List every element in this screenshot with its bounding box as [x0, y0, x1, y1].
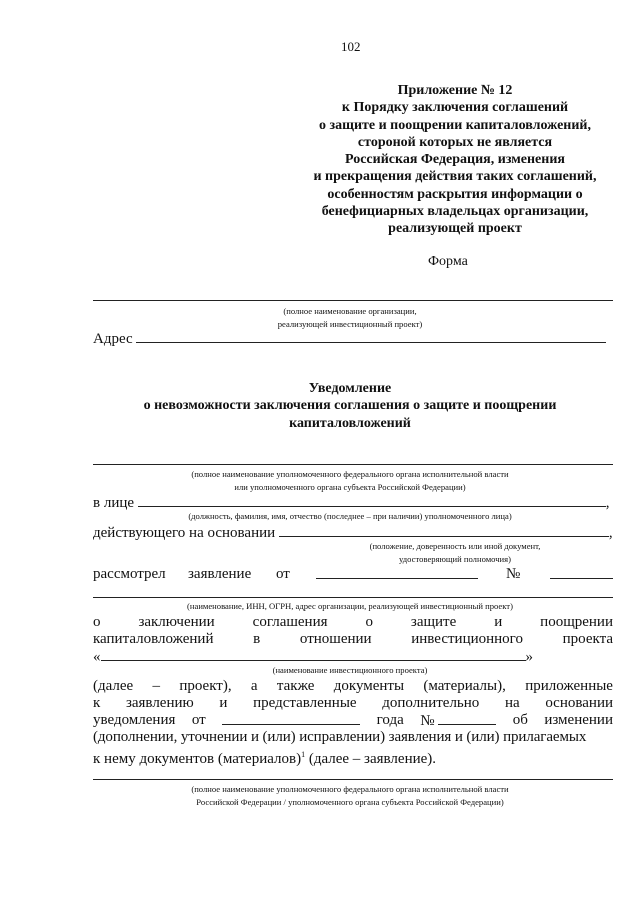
notice-number-field[interactable] — [438, 712, 496, 725]
text: заявлению — [125, 695, 194, 711]
org-details-caption: (наименование, ИНН, ОГРН, адрес организации, реализующей инвестиционный проект) — [187, 601, 513, 611]
text: » — [525, 649, 533, 665]
authority-caption — [100, 468, 600, 493]
text: инвестиционного — [411, 631, 523, 647]
basis-label: действующего на основании — [93, 525, 276, 541]
org-details-line[interactable] — [93, 597, 613, 598]
text: – — [152, 678, 161, 694]
text: уведомления — [93, 712, 176, 728]
text: (полное наименование уполномоченного федерального органа исполнительной власти — [191, 784, 509, 794]
para-line — [93, 712, 613, 730]
appendix-line: Приложение № 12 — [397, 83, 513, 98]
text: документы — [333, 678, 405, 694]
appendix-line: особенностям раскрытия информации о — [327, 186, 583, 202]
text: Российской Федерации / уполномоченного органа субъекта Российской Федерации) — [196, 796, 504, 807]
text: защите — [410, 614, 457, 630]
text: (далее — [93, 678, 134, 694]
text: отношении — [299, 631, 372, 647]
text: о — [93, 614, 101, 630]
text: « — [93, 649, 101, 665]
text: капиталовложений — [93, 631, 214, 647]
basis-row: действующего на основании , — [93, 525, 613, 541]
project-caption: (наименование инвестиционного проекта) — [272, 665, 428, 675]
authority-final-line[interactable] — [93, 779, 613, 780]
address-row — [93, 330, 613, 348]
text: или уполномоченного органа субъекта Российской Федерации) — [234, 481, 466, 492]
title-line: о невозможности заключения соглашения о защите и поощрении — [143, 398, 557, 414]
reviewed-word: № — [506, 566, 521, 582]
text: также — [276, 678, 315, 694]
reviewed-word: от — [276, 566, 290, 582]
project-name-field[interactable] — [101, 648, 526, 661]
notice-title — [80, 380, 620, 432]
text: об — [512, 712, 528, 728]
authority-final-caption — [100, 783, 600, 808]
address-field[interactable] — [136, 330, 606, 343]
text: изменении — [544, 712, 613, 728]
text: (полное наименование уполномоченного федерального органа исполнительной власти — [191, 469, 509, 479]
application-number-field[interactable] — [550, 566, 613, 579]
text: представленные — [253, 695, 357, 711]
reviewed-word: рассмотрел — [93, 566, 166, 582]
para-line — [93, 695, 613, 712]
text: дополнительно — [382, 695, 480, 711]
person-field[interactable] — [138, 494, 606, 507]
in-person-label: в лице — [93, 495, 135, 511]
person-caption: (должность, фамилия, имя, отчество (последнее – при наличии) уполномоченного лица) — [188, 511, 512, 521]
appendix-line: реализующей проект — [388, 221, 522, 237]
appendix-line: и прекращения действия таких соглашений, — [313, 169, 597, 185]
text: к нему документов (материалов) — [93, 751, 302, 767]
text: от — [191, 712, 206, 728]
footnote-mark[interactable]: 1 — [301, 750, 306, 759]
text: реализующей инвестиционный проект) — [277, 318, 423, 329]
para-line: (дополнении, уточнении и (или) исправлении) заявления и (или) прилагаемых — [93, 729, 587, 745]
text: а — [250, 678, 258, 694]
para-line — [93, 746, 613, 768]
text: основании — [545, 695, 613, 711]
text: № — [420, 713, 435, 729]
in-person-row: в лице , — [93, 495, 610, 511]
application-date-field[interactable] — [316, 566, 478, 579]
text: соглашения — [252, 614, 328, 630]
para-line — [93, 678, 613, 695]
appendix-line: бенефициарных владельцах организации, — [321, 204, 589, 220]
appendix-line: Российская Федерация, изменения — [345, 152, 565, 168]
page-number: 102 — [341, 39, 361, 54]
org-name-caption — [200, 305, 500, 330]
text: на — [504, 695, 520, 711]
form-label: Форма — [428, 254, 468, 269]
title-line: Уведомление — [308, 381, 392, 396]
reviewed-word: заявление — [188, 566, 252, 582]
appendix-line: к Порядку заключения соглашений — [341, 100, 569, 116]
basis-caption — [330, 540, 580, 565]
para-line — [93, 631, 613, 648]
text: в — [253, 631, 261, 647]
para-line — [93, 614, 613, 631]
title-line: капиталовложений — [289, 415, 411, 431]
text: (полное наименование организации, — [283, 306, 417, 316]
notice-date-field[interactable] — [222, 712, 360, 725]
appendix-line: о защите и поощрении капиталовложений, — [319, 117, 591, 133]
text: проекта — [562, 631, 613, 647]
text: (далее – заявление). — [305, 751, 437, 767]
text: приложенные — [525, 678, 613, 694]
authority-line[interactable] — [93, 464, 613, 465]
appendix-heading — [270, 82, 640, 238]
text: о — [365, 614, 373, 630]
address-label: Адрес — [93, 331, 133, 347]
text: к — [93, 695, 101, 711]
text: (положение, доверенность или иной документ, — [369, 541, 541, 551]
org-name-line[interactable] — [93, 300, 613, 301]
appendix-line: стороной которых не является — [357, 134, 553, 150]
text: и — [219, 695, 228, 711]
basis-field[interactable] — [279, 524, 609, 537]
text: (материалы), — [423, 678, 506, 694]
text: удостоверяющий полномочия) — [399, 553, 511, 564]
text: поощрении — [540, 614, 613, 630]
text: заключении — [138, 614, 215, 630]
text: и — [494, 614, 503, 630]
text: проект), — [179, 678, 232, 694]
text: года — [376, 712, 404, 728]
